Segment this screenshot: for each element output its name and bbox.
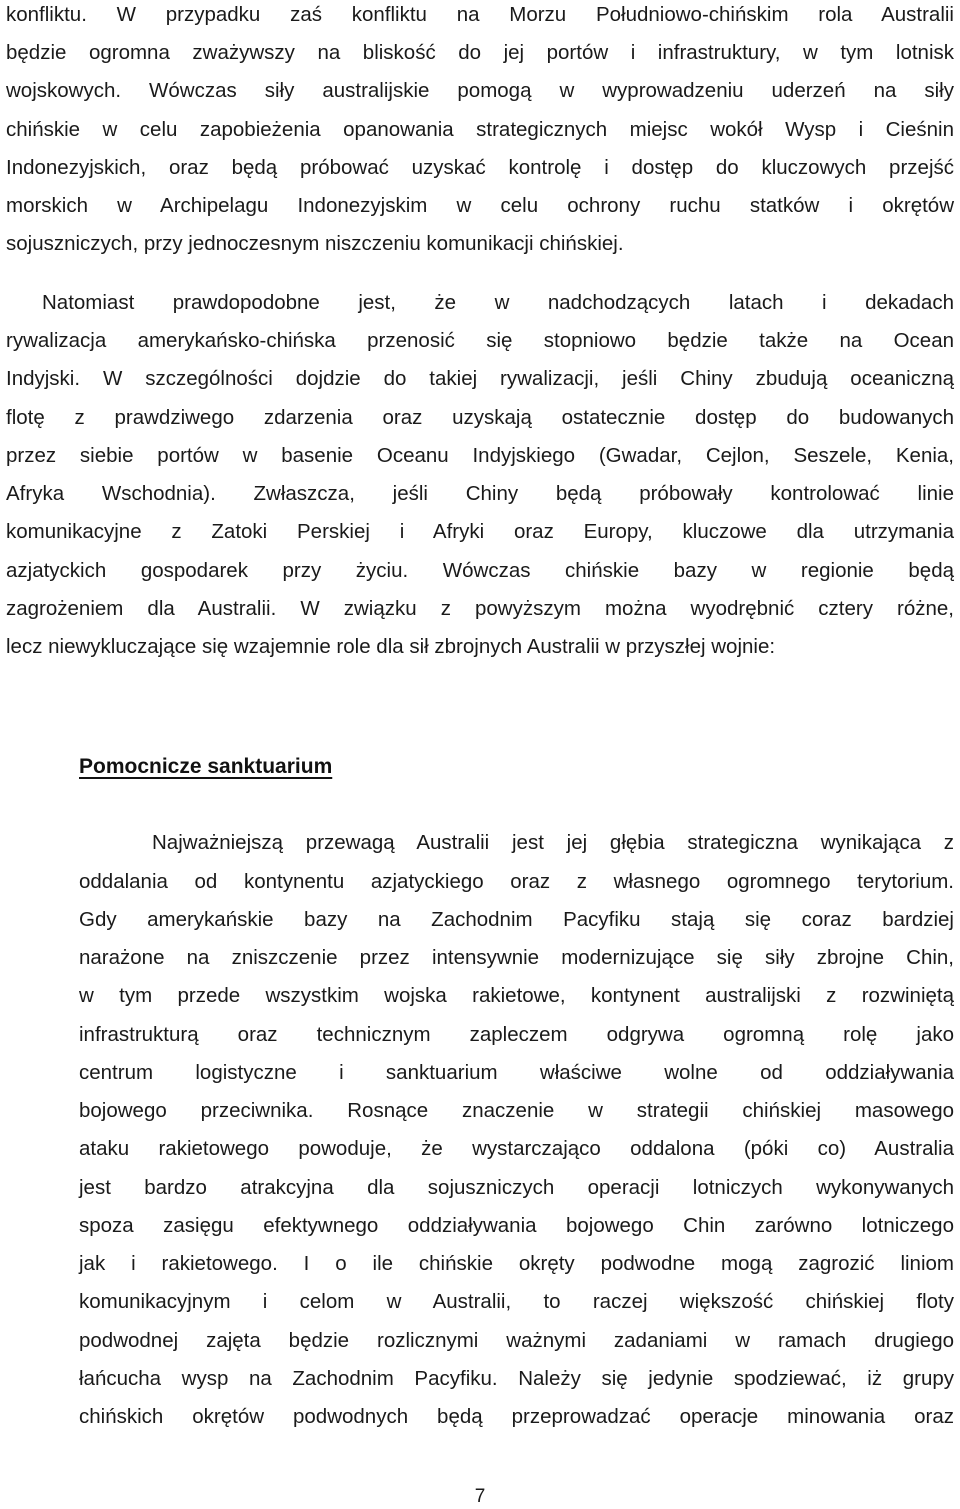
text-line: azjatyckich gospodarek przy życiu. Wówczas chińskie bazy w regionie będą [6,559,954,582]
text-line: chińskie w celu zapobieżenia opanowania strategicznych miejsc wokół Wysp i Cieśnin [6,118,954,141]
text-line: wojskowych. Wówczas siły australijskie pomogą w wyprowadzeniu uderzeń na siły [6,79,954,102]
text-line: flotę z prawdziwego zdarzenia oraz uzyskają ostatecznie dostęp do budowanych [6,406,954,429]
text-line: Indyjski. W szczególności dojdzie do takiej rywalizacji, jeśli Chiny zbudują oceaniczną [6,367,954,390]
text-line: łańcucha wysp na Zachodnim Pacyfiku. Należy się jedynie spodziewać, iż grupy [79,1367,954,1390]
text-line: przez siebie portów w basenie Oceanu Indyjskiego (Gwadar, Cejlon, Seszele, Kenia, [6,444,954,467]
text-line: chińskich okrętów podwodnych będą przeprowadzać operacje minowania oraz [79,1405,954,1428]
text-line: spoza zasięgu efektywnego oddziaływania bojowego Chin zarówno lotniczego [79,1214,954,1237]
text-line: narażone na zniszczenie przez intensywnie modernizujące się siły zbrojne Chin, [79,946,954,969]
text-line: rywalizacja amerykańsko-chińska przenosić się stopniowo będzie także na Ocean [6,329,954,352]
text-line: ataku rakietowego powoduje, że wystarczająco oddalona (póki co) Australia [79,1137,954,1160]
text-line: zagrożeniem dla Australii. W związku z powyższym można wyodrębnić cztery różne, [6,597,954,620]
section-heading: Pomocnicze sanktuarium [79,755,333,778]
text-line: komunikacyjnym i celom w Australii, to raczej większość chińskiej floty [79,1290,954,1313]
text-line: bojowego przeciwnika. Rosnące znaczenie w strategii chińskiej masowego [79,1099,954,1122]
text-line: centrum logistyczne i sanktuarium właściwe wolne od oddziaływania [79,1061,954,1084]
text-line: jak i rakietowego. I o ile chińskie okręty podwodne mogą zagrozić liniom [79,1252,954,1275]
text-line: sojuszniczych, przy jednoczesnym niszczeniu komunikacji chińskiej. [6,232,624,255]
text-line: jest bardzo atrakcyjna dla sojuszniczych operacji lotniczych wykonywanych [79,1176,954,1199]
text-line: będzie ogromna zważywszy na bliskość do jej portów i infrastruktury, w tym lotnisk [6,41,954,64]
text-line: oddalania od kontynentu azjatyckiego oraz z własnego ogromnego terytorium. [79,870,954,893]
text-line: Afryka Wschodnia). Zwłaszcza, jeśli Chiny będą próbowały kontrolować linie [6,482,954,505]
text-line: morskich w Archipelagu Indonezyjskim w celu ochrony ruchu statków i okrętów [6,194,954,217]
text-line: komunikacyjne z Zatoki Perskiej i Afryki oraz Europy, kluczowe dla utrzymania [6,520,954,543]
page-number: 7 [474,1486,486,1507]
text-line: lecz niewykluczające się wzajemnie role dla sił zbrojnych Australii w przyszłej wojnie: [6,635,776,658]
text-line: infrastrukturą oraz technicznym zapleczem odgrywa ogromną rolę jako [79,1023,954,1046]
text-line: Indonezyjskich, oraz będą próbować uzyskać kontrolę i dostęp do kluczowych przejść [6,156,954,179]
text-line: w tym przede wszystkim wojska rakietowe, kontynent australijski z rozwiniętą [79,984,954,1007]
text-line: Gdy amerykańskie bazy na Zachodnim Pacyfiku stają się coraz bardziej [79,908,954,931]
text-line: konfliktu. W przypadku zaś konfliktu na Morzu Południowo-chińskim rola Australii [6,3,954,26]
text-line: podwodnej zajęta będzie rozlicznymi ważnymi zadaniami w ramach drugiego [79,1329,954,1352]
text-line: Najważniejszą przewagą Australii jest jej głębia strategiczna wynikająca z [152,831,954,854]
text-line: Natomiast prawdopodobne jest, że w nadchodzących latach i dekadach [42,291,954,314]
